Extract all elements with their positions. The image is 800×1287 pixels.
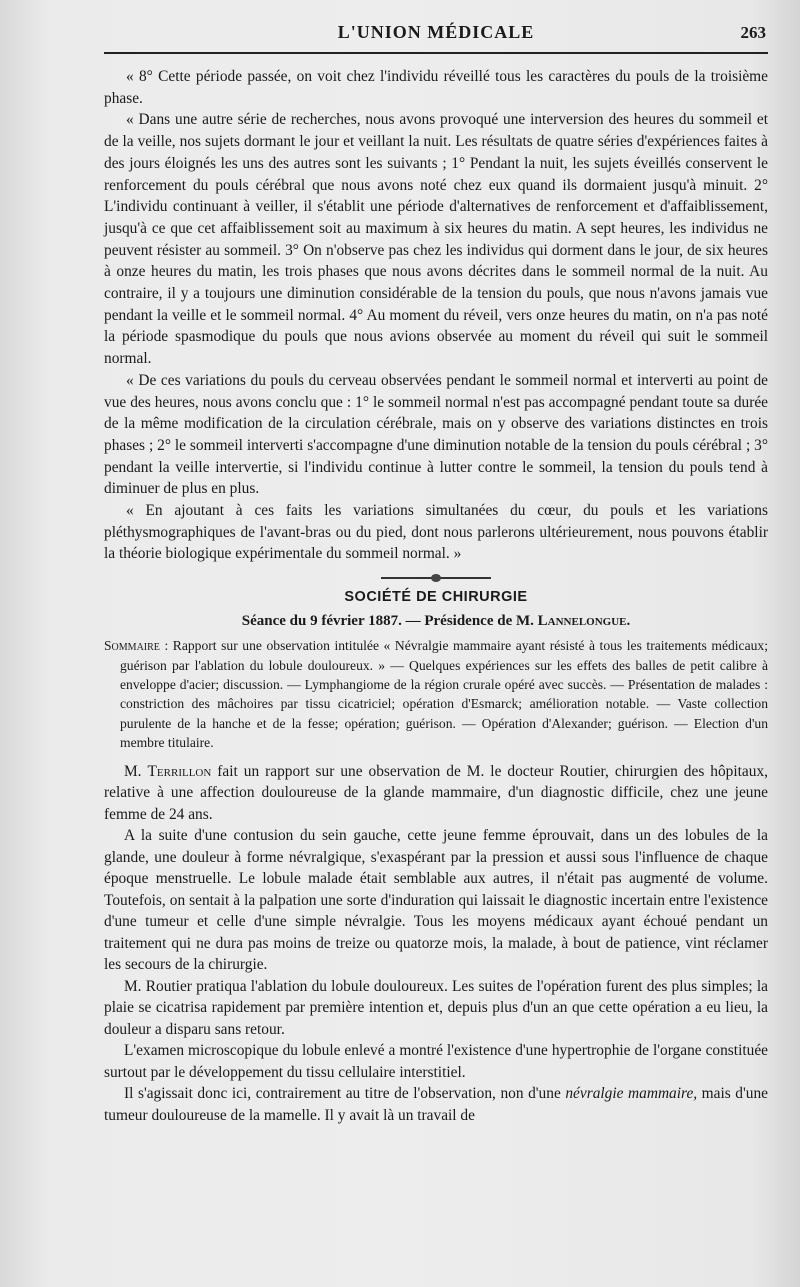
page-number: 263 [740, 23, 766, 42]
summary-label: Sommaire [104, 638, 160, 654]
page-header [104, 22, 768, 46]
header-rule [104, 52, 768, 54]
section-separator [381, 577, 491, 579]
seance-line: Séance du 9 février 1887. — Présidence de M. Lannelongue. [241, 613, 631, 630]
report-text: fait un rapport sur une observation de M. le docteur Routier, chirurgien des hôpitaux, relative à une affection douloureuse de la glande mammaire, d'un diagnostic difficile, chez une jeune femme de 24 ans. [104, 762, 768, 823]
paragraph: A la suite d'une contusion du sein gauche, cette jeune femme éprouvait, dans un des lobules de la glande, une douleur à forme névralgique, s'exaspérant par la pression et aussi sous l'influence de chaque époque menstruelle. Le lobule malade était semblable aux autres, il n'était pas augmenté de volume. Toutefois, on sentait à la palpation une sorte d'induration qui laissait le diagnostic incertain entre l'existence d'une tumeur et celle d'une simple névralgie. Tous les moyens médicaux ayant échoué pendant un traitement qui ne dura pas moins de treize ou quatorze mois, la malade, à bout de patience, vint réclamer les secours de la chirurgie. [104, 827, 768, 974]
report-prefix: M. [124, 762, 142, 780]
italic-term: névralgie mammaire, [565, 1085, 698, 1103]
paragraph: L'examen microscopique du lobule enlevé a montré l'existence d'une hypertrophie de l'organe constituée surtout par le développement du tissu cellulaire interstitiel. [104, 1042, 768, 1081]
paragraph: « Dans une autre série de recherches, nous avons provoqué une interversion des heures du sommeil et de la veille, nos sujets dormant le jour et veillant la nuit. Les résultats de quatre séries d'expériences faites à des jours éloignés les uns des autres sont les suivants ; 1° Pendant la nuit, les sujets éveillés conservent le renforcement du pouls cérébral que nous avons noté chez eux quand ils dormaient jusqu'à minuit. 2° L'individu continuant à veiller, il s'établit une période d'alternatives de renforcement et d'affaiblissement, jusqu'à ce que cet affaiblissement soit au maximum à six heures du matin. A sept heures, les individus ne peuvent résister au sommeil. 3° On n'observe pas chez les individus qui dorment dans le jour, de six heures à onze heures du matin, les trois phases que nous avons décrites dans le sommeil normal de la nuit. Au contraire, il y a toujours une diminution considérable de la tension du pouls, que nous n'avons jamais vue pendant la veille et le sommeil normal. 4° Au moment du réveil, vers onze heures du matin, on n'a pas noté la période spasmodique du pouls que nous avions observée au moment du réveil qui suit le sommeil normal. [104, 111, 768, 368]
running-title: L'UNION MÉDICALE [337, 22, 535, 42]
summary-text: : Rapport sur une observation intitulée « Névralgie mammaire ayant résisté à tous les traitements médicaux; guérison par l'ablation du lobule douloureux. » — Quelques expériences sur les effets des balles de petit calibre à enveloppe d'acier; discussion. — Lymphangiome de la région crurale opéré avec succès. — Présentation de malades : constriction des mâchoires par tissu cicatriciel; opération d'Esmarck; amélioration notable. — Vaste collection purulente de la hanche et de la fesse; opération; guérison. — Opération d'Alexander; guérison. — Election d'un membre titulaire. [120, 638, 768, 751]
summary [104, 636, 768, 752]
paragraph: « De ces variations du pouls du cerveau observées pendant le sommeil normal et interverti au point de vue des heures, nous avons conclu que : 1° le sommeil normal n'est pas accompagné pendant toute sa durée de la même modification de la circulation cérébrale, mais on y observe des variations distinctes en trois phases ; 2° le sommeil interverti s'accompagne d'une diminution notable de la tension du pouls cérébral ; 3° pendant la veille intervertie, si l'individu continue à lutter contre le sommeil, la tension du pouls tend à diminuer de plus en plus. [104, 371, 768, 498]
president-name: Lannelongue [537, 613, 627, 630]
report-body [104, 761, 768, 1127]
paragraph [104, 761, 768, 826]
paragraph [104, 1083, 768, 1126]
paragraph-part: mais d'une tumeur douloureuse de la mamelle. Il y avait là un travail de [104, 1085, 768, 1124]
article-continuation [104, 66, 768, 565]
paragraph: « En ajoutant à ces faits les variations simultanées du cœur, du pouls et les variations pléthysmographiques de l'avant-bras ou du pied, dont nous parlerons ultérieurement, nous pouvons établir la théorie biologique expérimentale du sommeil normal. » [104, 502, 768, 563]
paragraph-part: Il s'agissait donc ici, contrairement au titre de l'observation, non d'une [124, 1085, 566, 1103]
seance-text: Séance du 9 février 1887. — Présidence de M. [241, 613, 534, 630]
paragraph: « 8° Cette période passée, on voit chez l'individu réveillé tous les caractères du pouls de la troisième phase. [104, 68, 768, 107]
reporter-name: Terrillon [147, 762, 212, 780]
paragraph: M. Routier pratiqua l'ablation du lobule douloureux. Les suites de l'opération furent des plus simples; la plaie se cicatrisa rapidement par première intention et, depuis plus d'un an que cette opération a eu lieu, la douleur a disparu sans retour. [104, 977, 768, 1038]
section-title: SOCIÉTÉ DE CHIRURGIE [344, 589, 528, 606]
